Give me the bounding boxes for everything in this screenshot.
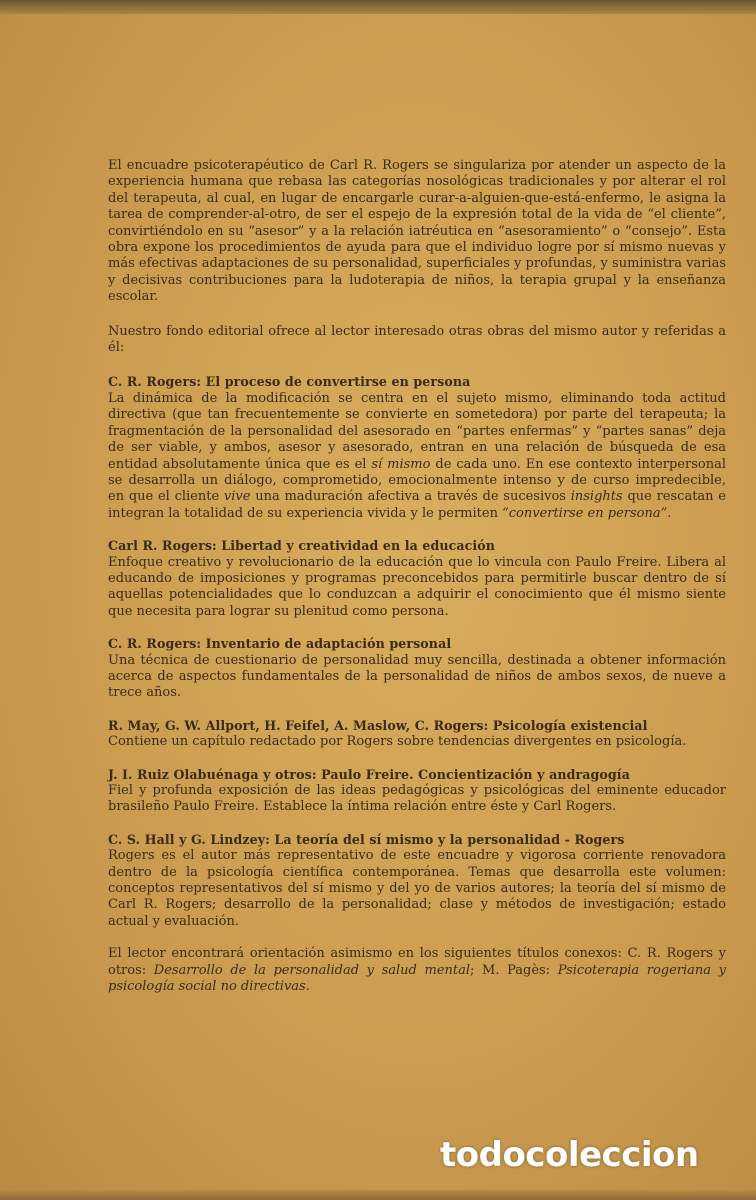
watermark-logo: todocoleccion [440,1135,699,1175]
book-entry-description: Rogers es el autor más representativo de este encuadre y vigorosa corriente renovadora dentro de la psicología científica contemporánea. Temas que desarrolla este volumen: conceptos representativos del sí mismo y del yo de varios autores; la teoría del sí mismo de Carl R. Rogers; desarrollo de la personalidad; clase y métodos de investigación; estado actual y evaluación. [108,848,726,929]
book-entry-title: J. I. Ruiz Olabuénaga y otros: Paulo Freire. Concientización y andragogía [108,766,630,782]
back-cover-text [108,158,726,995]
fondo-editorial-paragraph: Nuestro fondo editorial ofrece al lector interesado otras obras del mismo autor y referidas a él: [108,323,726,356]
book-entry-title: R. May, G. W. Allport, H. Feifel, A. Maslow, C. Rogers: Psicología existencial [108,717,648,733]
book-entry-description: Una técnica de cuestionario de personalidad muy sencilla, destinada a obtener información acerca de aspectos fundamentales de la personalidad de niños de ambos sexos, de nueve a trece años. [108,652,726,701]
book-entry-teoria-si-mismo [108,832,726,930]
book-entry-description: Enfoque creativo y revolucionario de la educación que lo vincula con Paulo Freire. Libera al educando de imposiciones y programas preconcebidos para permitirle buscar dentro de sí aquellas potencialidades que lo conduzcan a adquirir el conocimiento que él mismo siente que necesita para lograr su plenitud como persona. [108,554,726,619]
book-entry-title: C. S. Hall y G. Lindzey: La teoría del sí mismo y la personalidad - Rogers [108,831,625,847]
book-entry-proceso [108,374,726,522]
cover-bottom-edge [0,1190,756,1200]
intro-paragraph: El encuadre psicoterapéutico de Carl R. Rogers se singulariza por atender un aspecto de la experiencia humana que rebasa las categorías nosológicas tradicionales y por alterar el rol del terapeuta, al cual, en lugar de encargarle curar-a-alguien-que-está-enfermo, le asigna la tarea de comprender-al-otro, de ser el espejo de la expresión total de la vida de “el cliente”, convirtiéndolo en su “asesor” y a la relación iatréutica en “asesoramiento” o “consejo”. Esta obra expone los procedimientos de ayuda para que el individuo logre por sí mismo nuevas y más efectivas adaptaciones de su personalidad, superficiales y profundas, y suministra varias y decisivas contribuciones para la ludoterapia de niños, la terapia grupal y la enseñanza escolar. [108,158,726,305]
book-entry-description: La dinámica de la modificación se centra en el sujeto mismo, eliminando toda actitud directiva (que tan frecuentemente se convierte en sometedora) por parte del terapeuta; la fragmentación de la personalidad del asesorado en “partes enfermas” y “partes sanas” deja de ser viable, y ambos, asesor y asesorado, entran en una relación de búsqueda de esa entidad absolutamente única que es el sí mismo de cada uno. En ese contexto interpersonal se desarrolla un diálogo, comprometido, emocionalmente intenso y de curso impredecible, en que el cliente vive una maduración afectiva a través de sucesivos insights que rescatan e integran la totalidad de su experiencia vivida y le permiten “convertirse en persona”. [108,390,726,521]
book-entry-inventario [108,636,726,702]
book-entry-psicologia-existencial [108,718,726,751]
book-entry-paulo-freire [108,767,726,816]
book-entry-title: Carl R. Rogers: Libertad y creatividad en la educación [108,538,496,554]
cover-top-edge [0,0,756,14]
book-entry-title: C. R. Rogers: El proceso de convertirse en persona [108,374,471,390]
book-entry-title: C. R. Rogers: Inventario de adaptación personal [108,636,452,652]
related-titles-paragraph: El lector encontrará orientación asimismo en los siguientes títulos conexos: C. R. Rogers y otros: Desarrollo de la personalidad y salud mental; M. Pagès: Psicoterapia rogeriana y psicología social no directivas. [108,946,727,995]
book-entry-libertad [108,538,726,620]
book-entry-description: Contiene un capítulo redactado por Rogers sobre tendencias divergentes en psicología. [108,734,687,750]
book-entry-description: Fiel y profunda exposición de las ideas pedagógicas y psicológicas del eminente educador brasileño Paulo Freire. Establece la íntima relación entre éste y Carl Rogers. [108,783,726,815]
